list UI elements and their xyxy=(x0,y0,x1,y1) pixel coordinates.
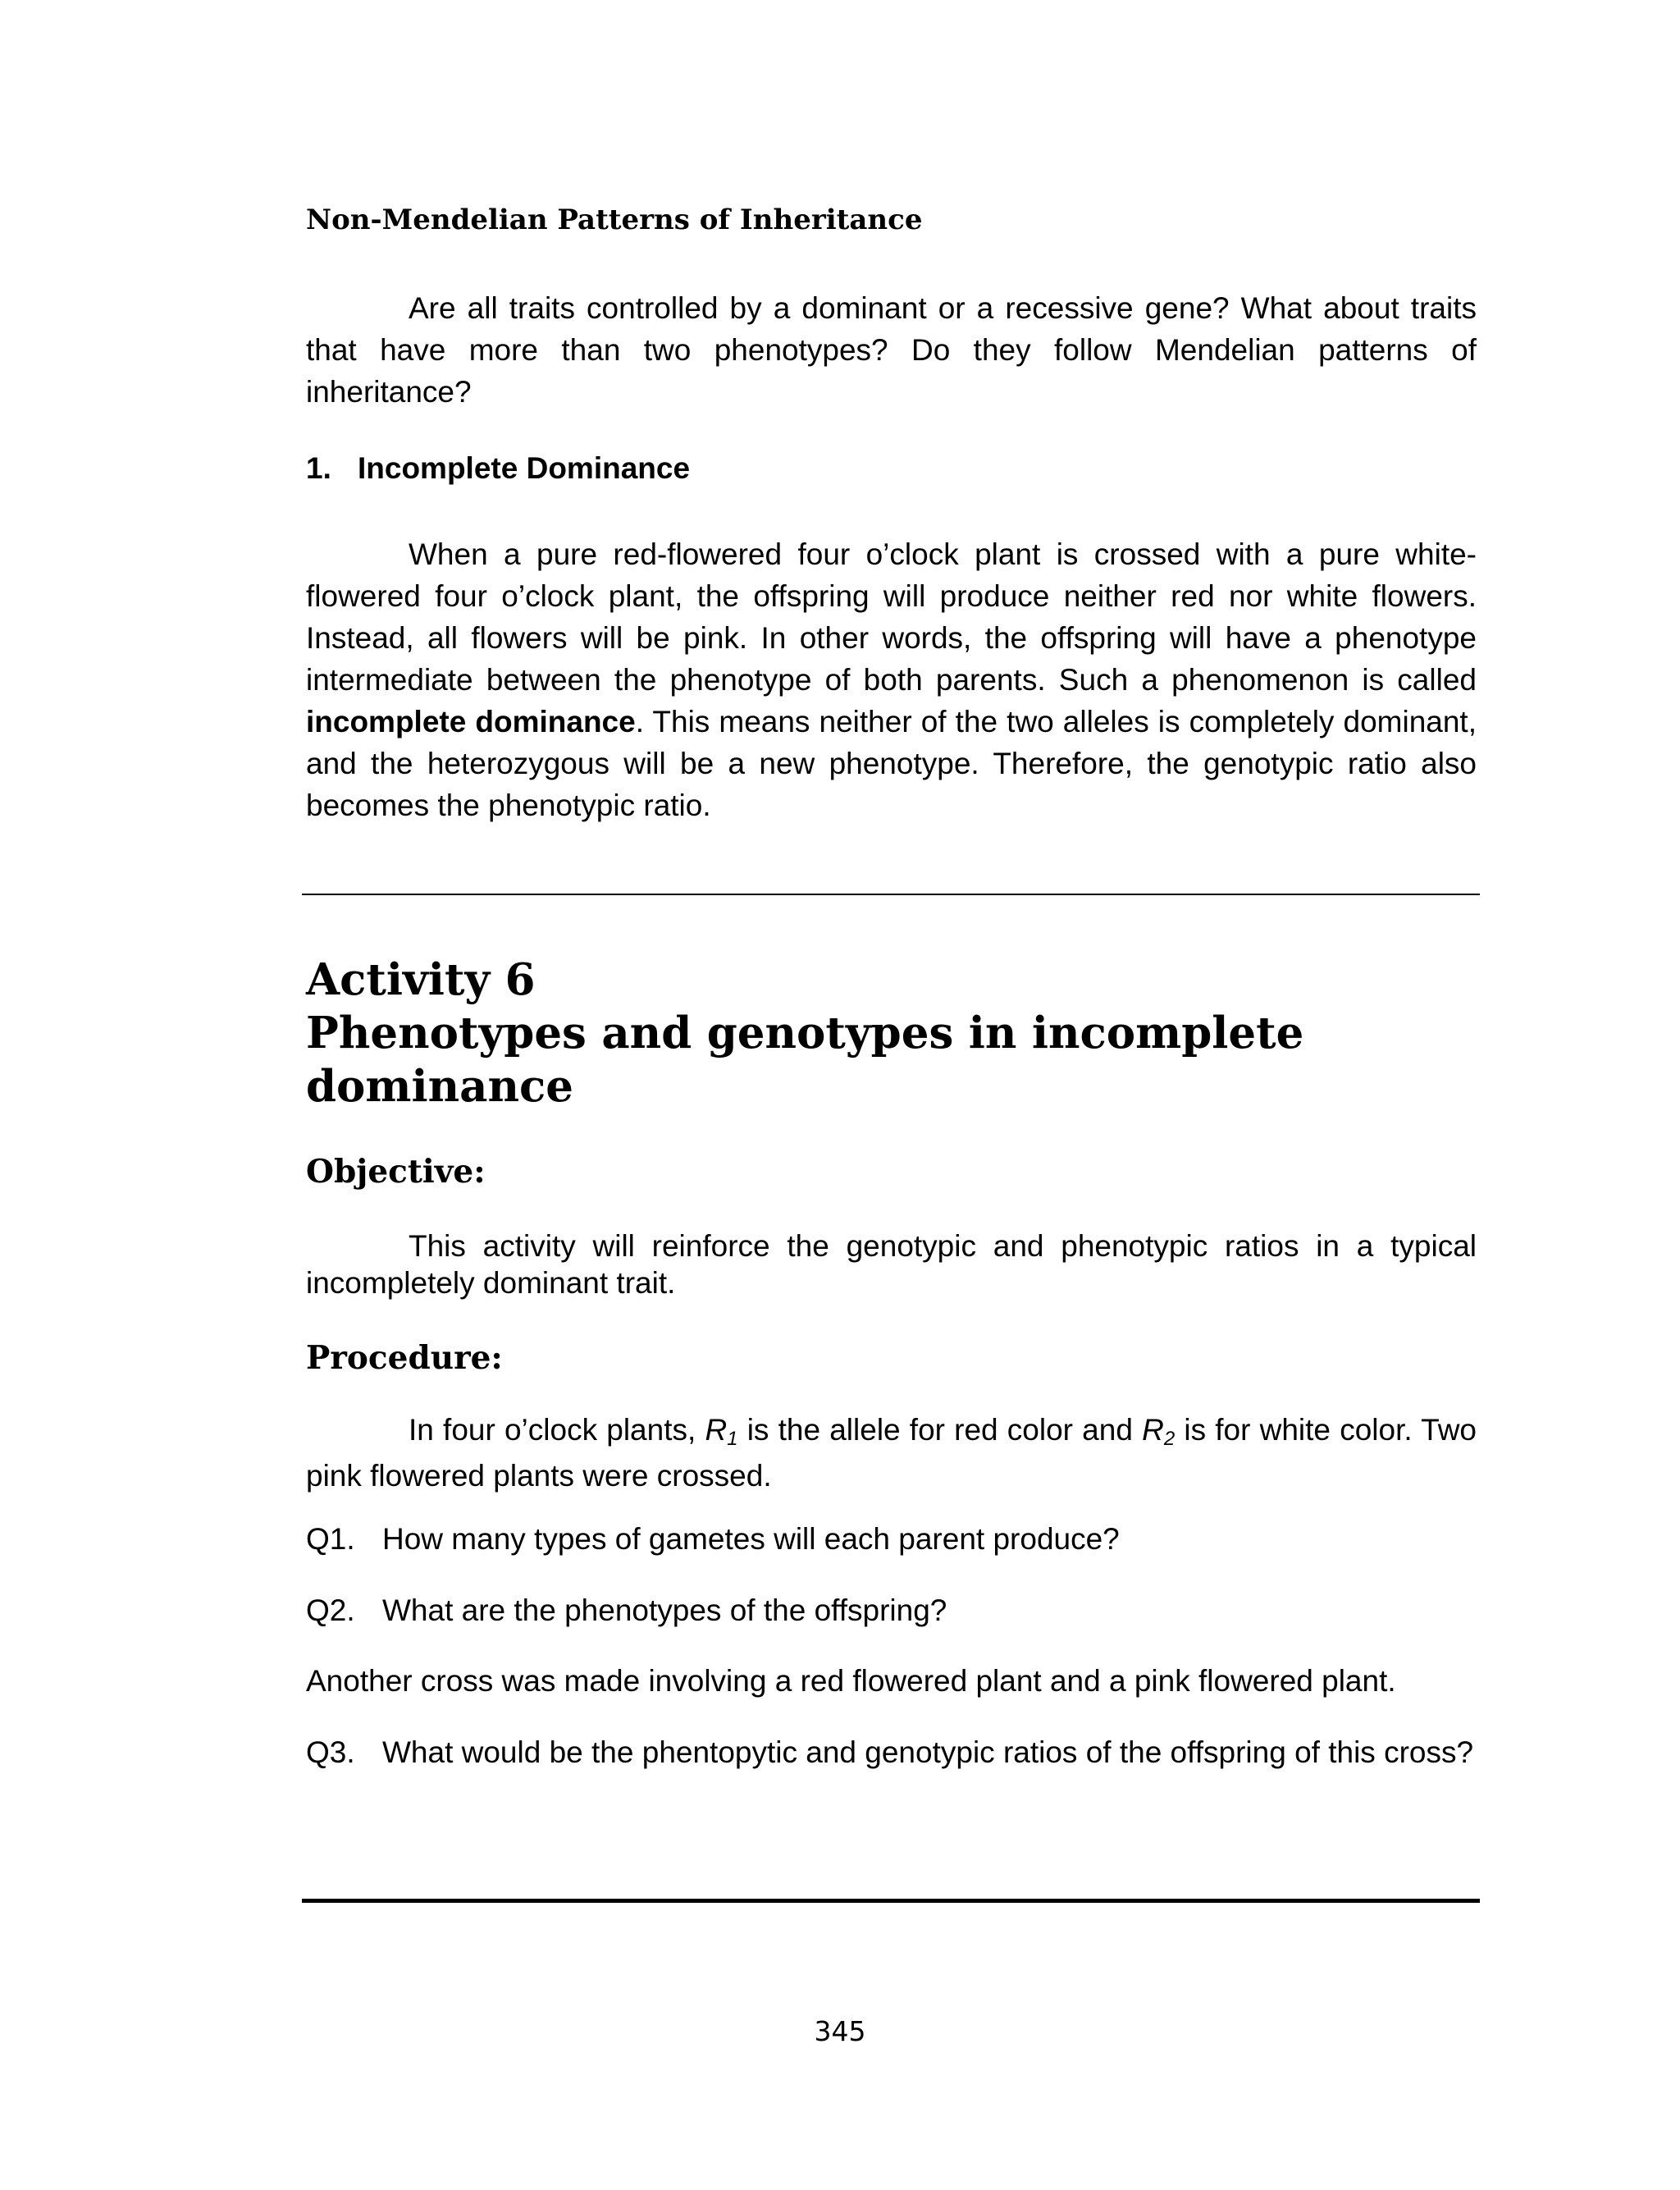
paragraph-text-before: When a pure red-flowered four o’clock plant is crossed with a pure white-flowered four o’clock plant, the offspring will produce neither red nor white flowers. Instead, all flowers will be pink. In other words, the offspring will have a phenotype intermediate between the phenotype of both parents. Such a phenomenon is called xyxy=(306,537,1477,697)
intro-text: Are all traits controlled by a dominant or a recessive gene? What about traits that have more than two phenotypes? Do they follow Mendelian patterns of inheritance? xyxy=(306,291,1477,409)
allele-r2 xyxy=(1142,1413,1176,1450)
question-label: Q1. xyxy=(306,1522,355,1556)
section-title: Non-Mendelian Patterns of Inheritance xyxy=(306,203,923,236)
footer-divider-line xyxy=(302,1899,1480,1903)
activity-title xyxy=(306,953,1303,1113)
question-text: What are the phenotypes of the offspring? xyxy=(382,1593,947,1627)
another-cross-text: Another cross was made involving a red flowered plant and a pink flowered plant. xyxy=(306,1664,1396,1698)
intro-paragraph xyxy=(306,287,1477,413)
allele-r2-subscript: 2 xyxy=(1163,1428,1176,1450)
activity-title-line2: dominance xyxy=(306,1061,574,1112)
question-label: Q2. xyxy=(306,1593,355,1627)
allele-r2-letter: R xyxy=(1142,1413,1164,1447)
key-term: incomplete dominance xyxy=(306,705,636,738)
incomplete-dominance-heading xyxy=(306,451,690,486)
objective-text: This activity will reinforce the genotypic and phenotypic ratios in a typical incompletely dominant trait. xyxy=(306,1229,1477,1300)
objective-paragraph xyxy=(306,1228,1477,1301)
procedure-text-3: is for white color. Two pink flowered plants were crossed. xyxy=(306,1413,1477,1493)
allele-r1-letter: R xyxy=(705,1413,728,1447)
paragraph-text-after: . This means neither of the two alleles is completely dominant, and the heterozygous will be a new phenotype. Therefore, the genotypic ratio also becomes the phenotypic ratio. xyxy=(306,705,1477,822)
allele-r1-subscript: 1 xyxy=(727,1428,738,1450)
procedure-text-2: is the allele for red color and xyxy=(737,1413,1143,1447)
divider-line xyxy=(302,894,1480,895)
heading-text: Incomplete Dominance xyxy=(358,451,691,485)
page-number: 345 xyxy=(814,2015,866,2047)
objective-heading: Objective: xyxy=(306,1153,486,1191)
allele-r1 xyxy=(705,1413,738,1450)
question-text: What would be the phentopytic and genotypic ratios of the offspring of this cross? xyxy=(382,1735,1474,1769)
question-q2 xyxy=(306,1592,1477,1629)
question-text: How many types of gametes will each parent produce? xyxy=(382,1522,1120,1556)
question-q3 xyxy=(306,1734,1477,1771)
activity-number: Activity 6 xyxy=(306,954,536,1005)
procedure-text-1: In four o’clock plants, xyxy=(409,1413,705,1447)
activity-title-line1: Phenotypes and genotypes in incomplete xyxy=(306,1008,1304,1058)
incomplete-dominance-paragraph xyxy=(306,533,1477,826)
question-label: Q3. xyxy=(306,1735,355,1769)
procedure-paragraph xyxy=(306,1411,1477,1494)
procedure-heading: Procedure: xyxy=(306,1339,503,1377)
heading-number: 1. xyxy=(306,451,331,485)
question-q1 xyxy=(306,1520,1477,1557)
